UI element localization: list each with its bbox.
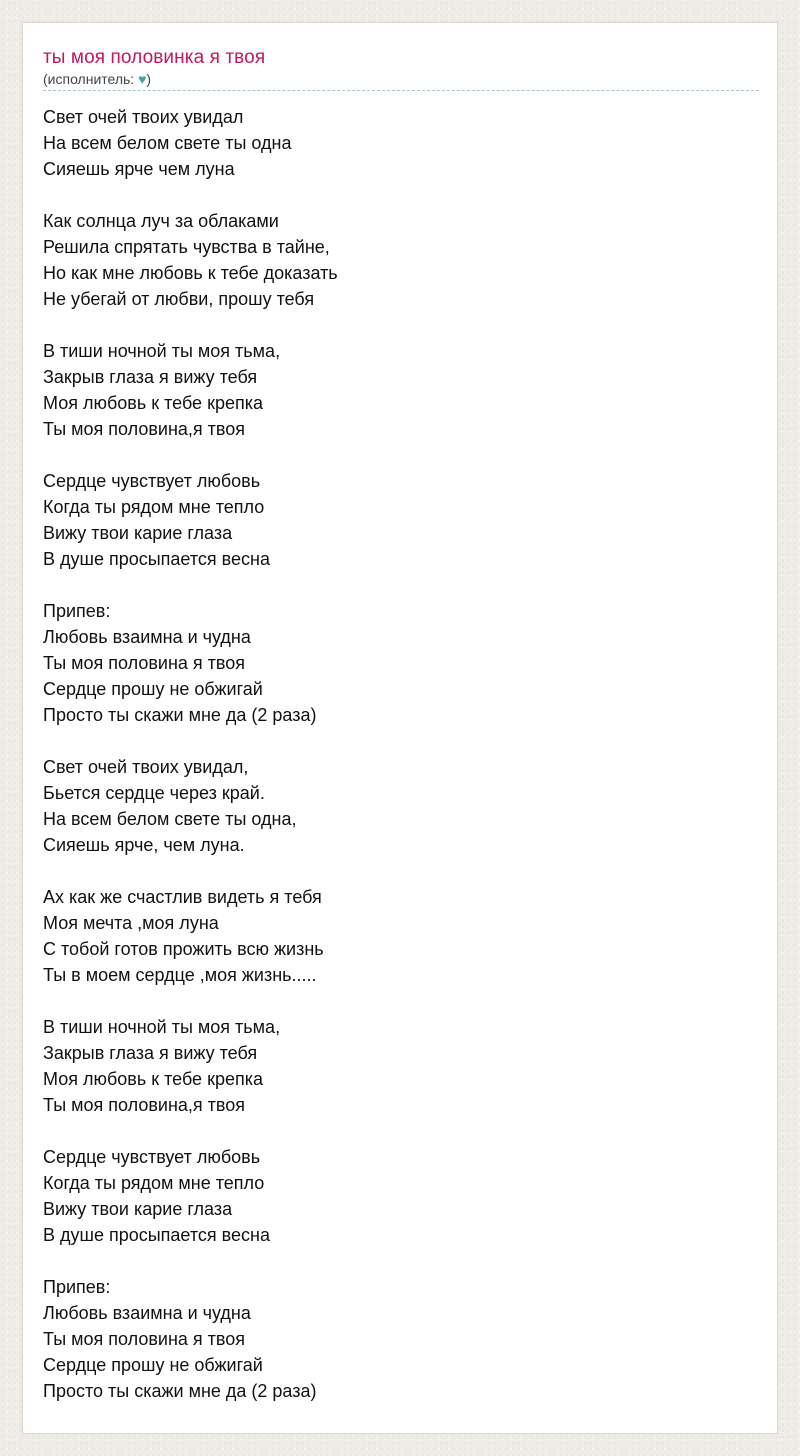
lyrics-line: Не убегай от любви, прошу тебя — [43, 289, 315, 309]
lyrics-stanza — [43, 1014, 759, 1118]
lyrics-line: Любовь взаимна и чудна — [43, 627, 251, 647]
lyrics-stanza — [43, 468, 759, 572]
artist-prefix: (исполнитель: — [43, 71, 139, 87]
lyrics-line: Бьется сердце через край. — [43, 783, 265, 803]
lyrics-line: Просто ты скажи мне да (2 раза) — [43, 705, 317, 725]
lyrics-stanza — [43, 598, 759, 728]
lyrics-line: Но как мне любовь к тебе доказать — [43, 263, 338, 283]
lyrics-line: Просто ты скажи мне да (2 раза) — [43, 1381, 317, 1401]
lyrics-card — [22, 22, 778, 1434]
lyrics-line: Ты моя половина,я твоя — [43, 419, 246, 439]
lyrics-line: Закрыв глаза я вижу тебя — [43, 1043, 258, 1063]
lyrics-line: Как солнца луч за облаками — [43, 211, 279, 231]
artist-line — [43, 71, 759, 88]
lyrics-line: Сияешь ярче, чем луна. — [43, 835, 245, 855]
lyrics-line: Решила спрятать чувства в тайне, — [43, 237, 330, 257]
lyrics-line: В душе просыпается весна — [43, 549, 270, 569]
lyrics-line: Моя любовь к тебе крепка — [43, 1069, 263, 1089]
lyrics-stanza — [43, 884, 759, 988]
lyrics-stanza — [43, 338, 759, 442]
lyrics-line: Вижу твои карие глаза — [43, 1199, 233, 1219]
lyrics-line: Ах как же счастлив видеть я тебя — [43, 887, 322, 907]
lyrics-line: В тиши ночной ты моя тьма, — [43, 341, 281, 361]
lyrics-line: Когда ты рядом мне тепло — [43, 497, 265, 517]
lyrics-line: Любовь взаимна и чудна — [43, 1303, 251, 1323]
lyrics-stanza — [43, 754, 759, 858]
lyrics-line: Сияешь ярче чем луна — [43, 159, 235, 179]
lyrics-line: Сердце прошу не обжигай — [43, 679, 263, 699]
lyrics-line: Свет очей твоих увидал — [43, 107, 244, 127]
song-title: ты моя половинка я твоя — [43, 47, 266, 68]
song-header — [43, 45, 759, 91]
lyrics-line: Когда ты рядом мне тепло — [43, 1173, 265, 1193]
lyrics-line: Сердце чувствует любовь — [43, 1147, 261, 1167]
lyrics-line: Вижу твои карие глаза — [43, 523, 233, 543]
lyrics-line: Закрыв глаза я вижу тебя — [43, 367, 258, 387]
lyrics-line: В душе просыпается весна — [43, 1225, 270, 1245]
lyrics-text — [43, 104, 759, 1404]
lyrics-line: Ты моя половина я твоя — [43, 1329, 246, 1349]
lyrics-line: В тиши ночной ты моя тьма, — [43, 1017, 281, 1037]
lyrics-line: Ты моя половина,я твоя — [43, 1095, 246, 1115]
artist-suffix: ) — [146, 71, 152, 87]
lyrics-stanza — [43, 1274, 759, 1404]
lyrics-line: Ты в моем сердце ,моя жизнь..... — [43, 965, 317, 985]
lyrics-line: Припев: — [43, 601, 111, 621]
lyrics-line: На всем белом свете ты одна, — [43, 809, 297, 829]
lyrics-line: Сердце чувствует любовь — [43, 471, 261, 491]
lyrics-line: Моя любовь к тебе крепка — [43, 393, 263, 413]
lyrics-line: С тобой готов прожить всю жизнь — [43, 939, 324, 959]
lyrics-line: На всем белом свете ты одна — [43, 133, 292, 153]
lyrics-line: Моя мечта ,моя луна — [43, 913, 219, 933]
lyrics-line: Сердце прошу не обжигай — [43, 1355, 263, 1375]
lyrics-stanza — [43, 1144, 759, 1248]
lyrics-stanza — [43, 104, 759, 182]
lyrics-stanza — [43, 208, 759, 312]
lyrics-line: Припев: — [43, 1277, 111, 1297]
lyrics-line: Ты моя половина я твоя — [43, 653, 246, 673]
heart-icon[interactable]: ♥ — [138, 71, 147, 87]
lyrics-line: Свет очей твоих увидал, — [43, 757, 249, 777]
